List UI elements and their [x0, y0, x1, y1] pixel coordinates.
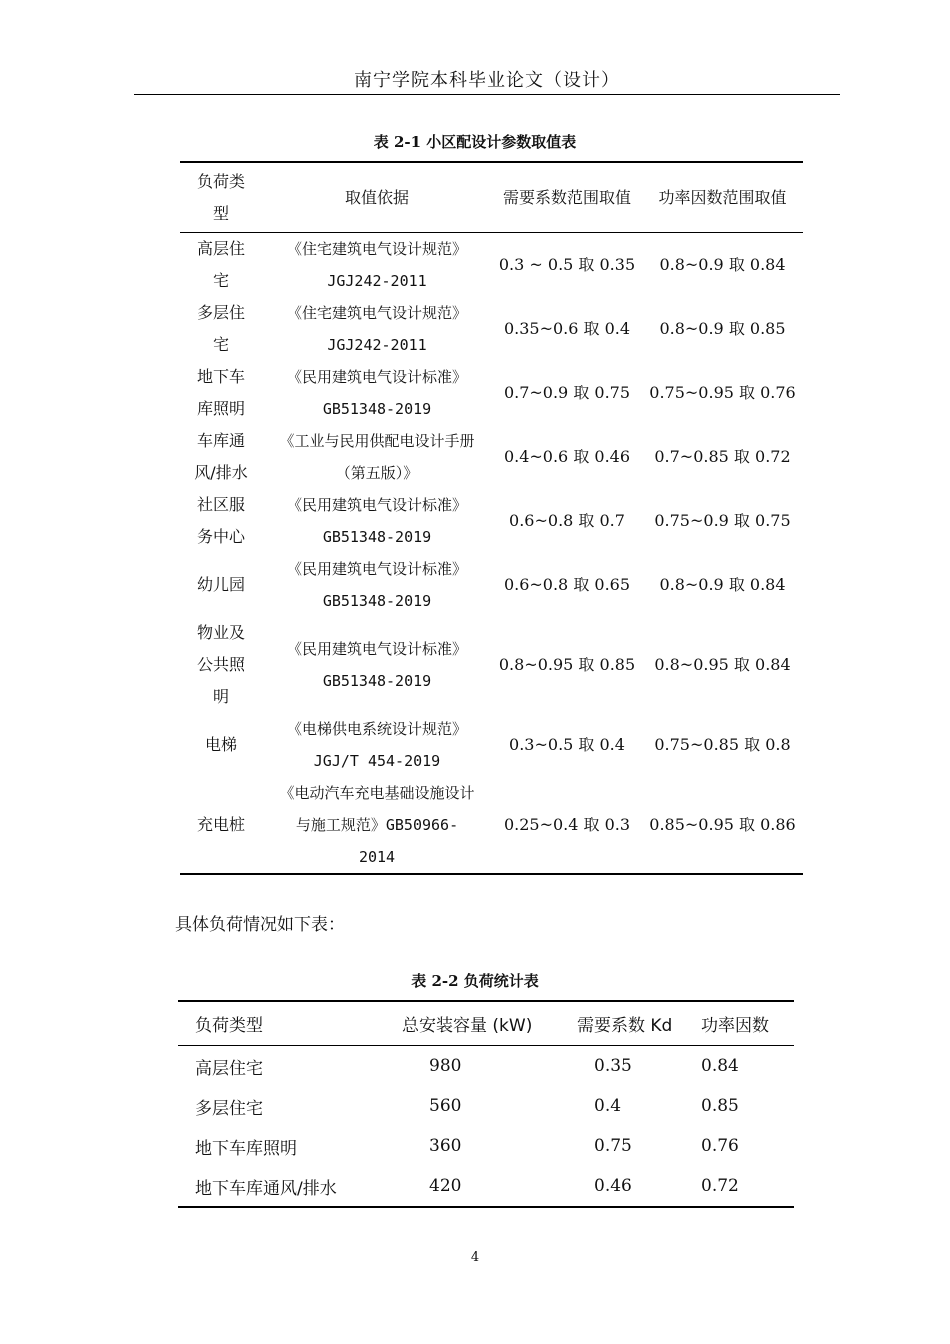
- pf-range-cell: 0.8~0.95 取 0.84: [654, 655, 791, 674]
- demand-range-cell: 0.4~0.6 取 0.46: [503, 447, 631, 466]
- table2-col-load-type: 负荷类型: [195, 1016, 263, 1036]
- page-header-title: 南宁学院本科毕业论文（设计）: [354, 70, 620, 91]
- basis-cell: 《电动汽车充电基础设施设计与施工规范》GB50966-2014: [279, 784, 475, 866]
- basis-cell: 《工业与民用供配电设计手册（第五版）》: [279, 432, 475, 482]
- load-type-cell: 多层住宅: [195, 1098, 263, 1119]
- body-paragraph: 具体负荷情况如下表：: [175, 915, 345, 935]
- pf-range-cell: 0.8~0.9 取 0.84: [659, 255, 786, 274]
- load-type-cell: 幼儿园: [196, 575, 245, 594]
- kd-cell: 0.35: [594, 1056, 632, 1076]
- load-type-cell: 车库通风/排水: [194, 431, 248, 482]
- load-type-cell: 多层住宅: [196, 303, 245, 354]
- table-row: [180, 713, 803, 777]
- table-row: [180, 617, 803, 713]
- design-parameter-table: [180, 161, 803, 875]
- basis-cell: 《民用建筑电气设计标准》GB51348-2019: [286, 560, 467, 610]
- demand-range-cell: 0.35~0.6 取 0.4: [503, 319, 631, 338]
- table1-col-demand-range: 需要系数范围取值: [502, 187, 631, 207]
- pf-range-cell: 0.8~0.9 取 0.84: [659, 575, 786, 594]
- demand-range-cell: 0.6~0.8 取 0.65: [503, 575, 631, 594]
- table-row: [178, 1126, 794, 1166]
- load-type-cell: 充电桩: [196, 815, 245, 834]
- capacity-cell: 360: [429, 1136, 462, 1156]
- table2-col-pf: 功率因数: [701, 1016, 769, 1036]
- table-row: [180, 553, 803, 617]
- pf-range-cell: 0.75~0.9 取 0.75: [654, 511, 791, 530]
- load-type-cell: 物业及公共照明: [196, 623, 245, 706]
- table-row: [178, 1046, 794, 1087]
- load-type-cell: 高层住宅: [195, 1058, 263, 1079]
- table-row: [178, 1166, 794, 1207]
- table2-header-row: [178, 1001, 794, 1046]
- table-row: [180, 777, 803, 874]
- table-row: [180, 489, 803, 553]
- capacity-cell: 560: [429, 1096, 462, 1116]
- kd-cell: 0.75: [594, 1136, 632, 1156]
- basis-cell: 《住宅建筑电气设计规范》JGJ242-2011: [286, 304, 467, 354]
- header-rule: [134, 94, 840, 95]
- kd-cell: 0.46: [594, 1176, 632, 1196]
- page-number: 4: [470, 1250, 480, 1265]
- load-type-cell: 高层住宅: [196, 239, 245, 290]
- basis-cell: 《电梯供电系统设计规范》JGJ/T 454-2019: [286, 720, 467, 770]
- capacity-cell: 420: [429, 1176, 462, 1196]
- load-type-cell: 地下车库照明: [195, 1138, 297, 1159]
- pf-range-cell: 0.75~0.95 取 0.76: [649, 383, 796, 402]
- kd-cell: 0.4: [594, 1096, 622, 1116]
- pf-range-cell: 0.8~0.9 取 0.85: [659, 319, 786, 338]
- table-row: [178, 1086, 794, 1126]
- pf-cell: 0.84: [701, 1056, 739, 1076]
- basis-cell: 《民用建筑电气设计标准》GB51348-2019: [286, 496, 467, 546]
- demand-range-cell: 0.3 ~ 0.5 取 0.35: [498, 255, 636, 274]
- table1-col-load-type: 负荷类型: [196, 171, 245, 223]
- pf-cell: 0.85: [701, 1096, 739, 1116]
- table1-caption: 表 2-1 小区配设计参数取值表: [373, 133, 577, 151]
- demand-range-cell: 0.3~0.5 取 0.4: [509, 735, 625, 754]
- demand-range-cell: 0.8~0.95 取 0.85: [498, 655, 636, 674]
- table1-col-pf-range: 功率因数范围取值: [658, 187, 787, 207]
- basis-cell: 《民用建筑电气设计标准》GB51348-2019: [286, 640, 467, 690]
- basis-cell: 《民用建筑电气设计标准》GB51348-2019: [286, 368, 467, 418]
- demand-range-cell: 0.7~0.9 取 0.75: [503, 383, 631, 402]
- table1-col-basis: 取值依据: [344, 187, 409, 207]
- load-type-cell: 社区服务中心: [196, 495, 245, 546]
- demand-range-cell: 0.25~0.4 取 0.3: [503, 815, 631, 834]
- table-row: [180, 361, 803, 425]
- basis-cell: 《住宅建筑电气设计规范》JGJ242-2011: [286, 240, 467, 290]
- table-row: [180, 297, 803, 361]
- load-type-cell: 地下车库通风/排水: [195, 1178, 337, 1199]
- capacity-cell: 980: [429, 1056, 462, 1076]
- pf-cell: 0.76: [701, 1136, 739, 1156]
- pf-range-cell: 0.7~0.85 取 0.72: [654, 447, 791, 466]
- pf-cell: 0.72: [701, 1176, 739, 1196]
- table2-col-kd: 需要系数 Kd: [577, 1016, 673, 1036]
- pf-range-cell: 0.85~0.95 取 0.86: [649, 815, 796, 834]
- load-type-cell: 地下车库照明: [196, 367, 245, 418]
- pf-range-cell: 0.75~0.85 取 0.8: [654, 735, 791, 754]
- table2-col-capacity: 总安装容量 (kW): [402, 1016, 533, 1036]
- table-row: [180, 233, 803, 298]
- load-type-cell: 电梯: [204, 735, 237, 754]
- load-statistics-table: [178, 1000, 794, 1208]
- table2-caption: 表 2-2 负荷统计表: [411, 972, 539, 990]
- table-row: [180, 425, 803, 489]
- demand-range-cell: 0.6~0.8 取 0.7: [509, 511, 625, 530]
- table1-header-row: [180, 162, 803, 233]
